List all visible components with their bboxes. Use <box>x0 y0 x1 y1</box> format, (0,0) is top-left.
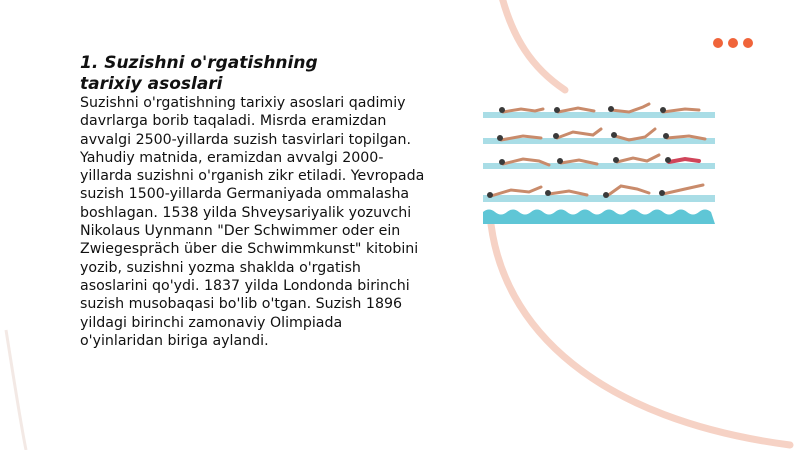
decorative-arc-left <box>6 330 26 450</box>
decorative-arc-top <box>498 0 565 90</box>
slide-title: 1. Suzishni o'rgatishning tarixiy asoslari <box>80 53 318 94</box>
swimming-strokes-illustration <box>483 100 715 224</box>
menu-dots-icon <box>713 38 753 48</box>
dot-icon <box>713 38 723 48</box>
decorative-arc-bottom <box>490 215 790 445</box>
dot-icon <box>743 38 753 48</box>
stroke-row <box>483 129 715 144</box>
slide-body-text: Suzishni o'rgatishning tarixiy asoslari qadimiy davrlarga borib taqaladi. Misrda eramizdan avvalgi 2500-yillarda suzish tasvirlari topilgan. Yahudiy matnida, eramizdan avvalgi 2000-yillarda suzishni o'rganish zikr etiladi. Yevropada suzish 1500-yillarda Germaniyada ommalasha boshlagan. 1538 yilda Shveysariyalik yozuvchi Nikolaus Uynmann "Der Schwimmer oder ein Zwiegespräch über die Schwimmkunst" kitobini yozib, suzishni yozma shaklda o'rgatish asoslarini qo'ydi. 1837 yilda Londonda birinchi suzish musobaqasi bo'lib o'tgan. Suzish 1896 yildagi birinchi zamonaviy Olimpiada o'yinlaridan biriga aylandi. <box>80 95 425 349</box>
stroke-row <box>483 104 715 118</box>
stroke-row <box>483 185 715 202</box>
water-wave <box>483 210 715 225</box>
dot-icon <box>728 38 738 48</box>
stroke-row <box>483 155 715 169</box>
